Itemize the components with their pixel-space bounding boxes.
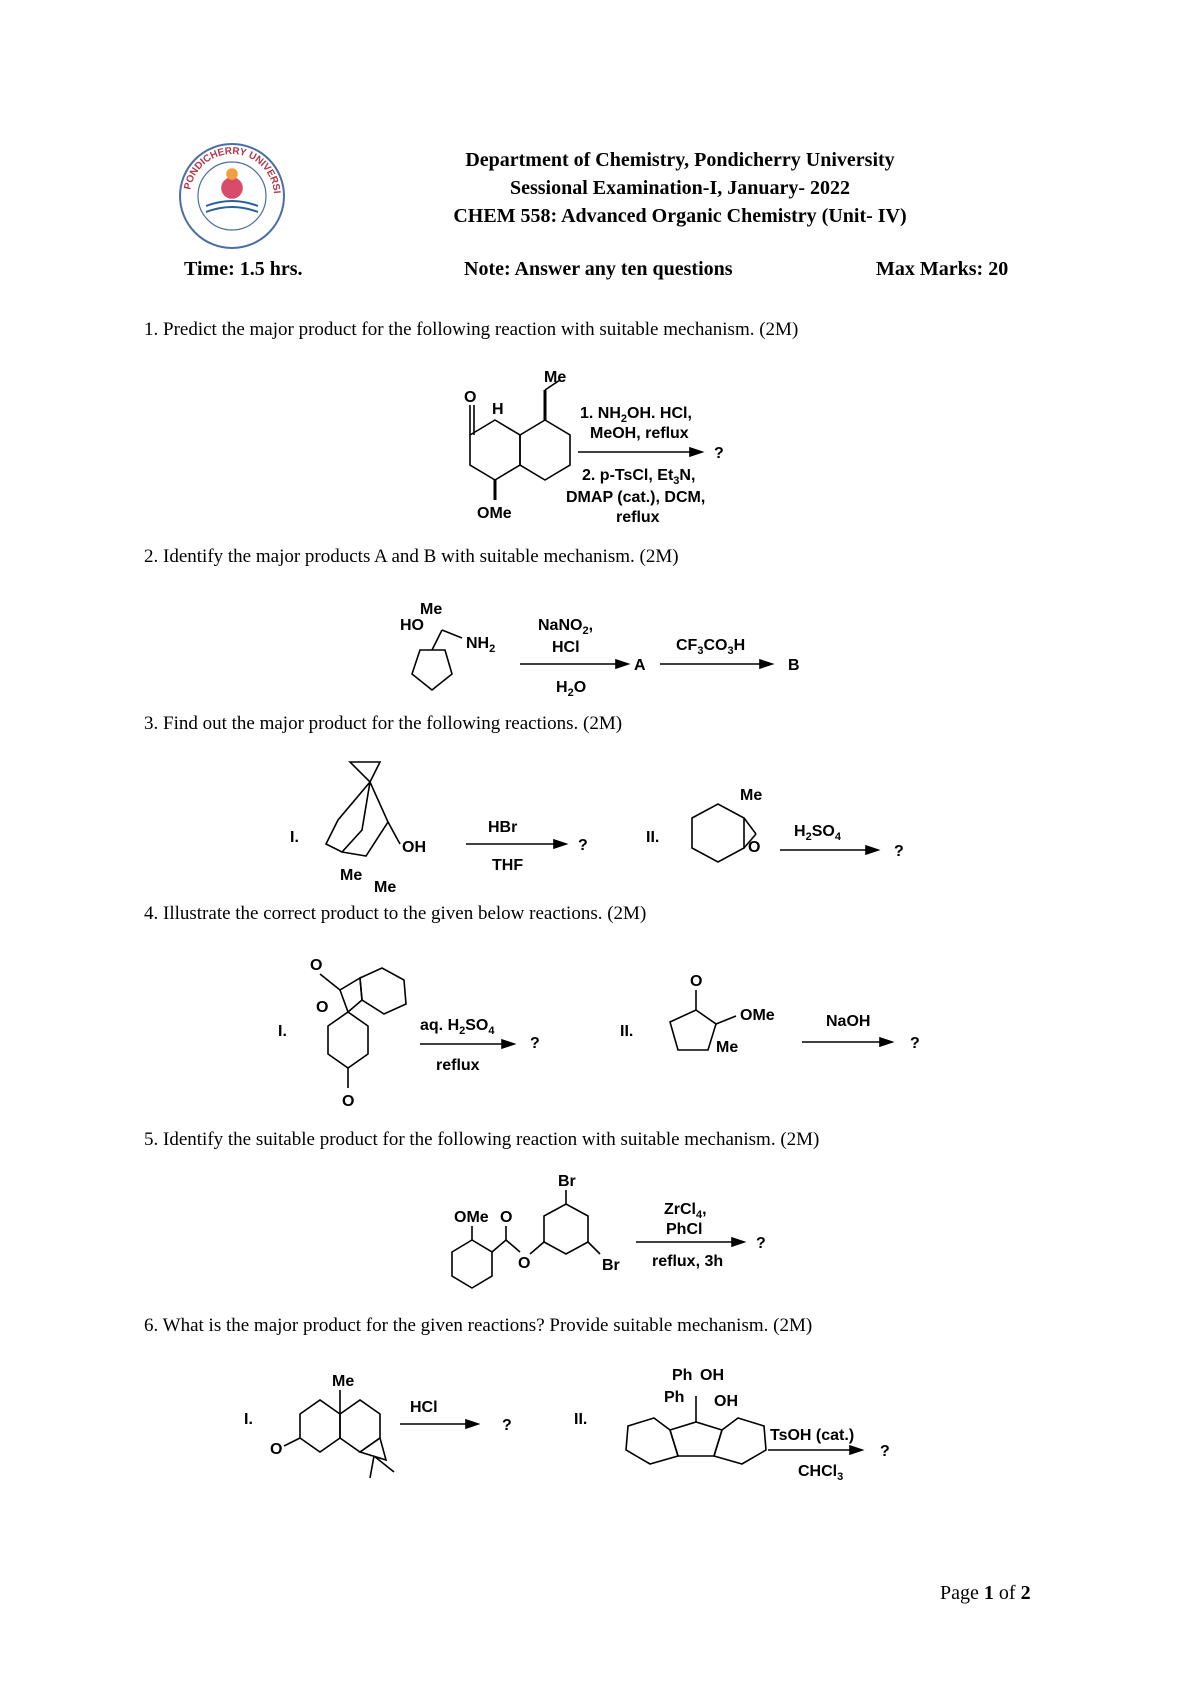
q3-cyclopropane <box>350 762 380 782</box>
q1-label-o: O <box>464 389 477 406</box>
q3-label-oh: OH <box>402 839 426 856</box>
q5-label-ome: OMe <box>454 1209 489 1226</box>
q6-right-benzo <box>714 1418 766 1464</box>
q6-reagent-1: HCl <box>410 1399 438 1416</box>
q4-label-o4: O <box>690 973 703 990</box>
question-5-scheme <box>430 1174 790 1314</box>
q4-dienone <box>328 1012 368 1068</box>
q4-label-ome: OMe <box>740 1007 775 1024</box>
q1-label-me: Me <box>544 369 567 386</box>
q2-reagent-2: HCl <box>552 639 580 656</box>
q3-label-ii: II. <box>646 829 660 846</box>
q3-reagent-3: $H_2SO_4$ <box>794 823 841 843</box>
q6-label-oh2: OH <box>714 1393 738 1410</box>
q4-label-o1: O <box>310 957 323 974</box>
q6-label-i: I. <box>244 1411 253 1428</box>
q4-reagent-1: aq. $H_2SO_4$ <box>420 1017 495 1037</box>
question-6-scheme <box>240 1360 960 1520</box>
question-3-scheme <box>290 752 930 912</box>
q1-reagent-5: reflux <box>616 509 660 526</box>
q5-label-br1: Br <box>558 1173 576 1190</box>
q2-label-a: A <box>634 657 646 674</box>
exam-note: Note: Answer any ten questions <box>464 258 733 280</box>
q5-dibromo-ring <box>544 1204 588 1254</box>
exam-marks: Max Marks: 20 <box>876 258 1009 280</box>
question-3-text: 3. Find out the major product for the following reactions. (2M) <box>144 713 623 734</box>
q1-ring-left <box>470 420 520 480</box>
q2-reagent-1: NaNO$_2$, <box>538 617 594 637</box>
q5-product: ? <box>756 1235 766 1252</box>
q4-cyclopentanone <box>670 1010 716 1050</box>
header-department: Department of Chemistry, Pondicherry University <box>465 149 895 171</box>
q4-label-ii: II. <box>620 1023 634 1040</box>
q5-reagent-2: PhCl <box>666 1221 703 1238</box>
q6-label-ph1: Ph <box>672 1367 693 1384</box>
question-2-text: 2. Identify the major products A and B with suitable mechanism. (2M) <box>144 546 679 567</box>
q5-label-o2: O <box>518 1255 531 1272</box>
question-1-text: 1. Predict the major product for the following reaction with suitable mechanism. (2M) <box>144 319 799 340</box>
question-1-scheme <box>440 370 780 540</box>
question-6-text: 6. What is the major product for the given reactions? Provide suitable mechanism. (2M) <box>144 1315 813 1336</box>
q3-product-2: ? <box>894 843 904 860</box>
q4-product-2: ? <box>910 1035 920 1052</box>
q1-label-ome: OMe <box>477 505 512 522</box>
q3-label-me1: Me <box>340 867 363 884</box>
q4-label-me: Me <box>716 1039 739 1056</box>
q3-label-me3: Me <box>740 787 763 804</box>
q6-reagent-2: TsOH (cat.) <box>770 1427 855 1444</box>
q3-label-o: O <box>748 839 761 856</box>
q3-epoxide-ring <box>692 804 744 862</box>
header-exam: Sessional Examination-I, January- 2022 <box>509 177 851 199</box>
q1-product: ? <box>714 445 724 462</box>
q6-fluorene-core <box>670 1422 722 1456</box>
q4-label-i: I. <box>278 1023 287 1040</box>
q6-label-oh1: OH <box>700 1367 724 1384</box>
q2-reagent-4: $CF_3CO_3H$ <box>676 637 746 657</box>
university-logo <box>172 132 288 252</box>
q5-anisole-ring <box>452 1240 492 1288</box>
q1-reagent-4: DMAP (cat.), DCM, <box>566 489 706 506</box>
q4-label-o3: O <box>342 1093 355 1110</box>
q3-product-1: ? <box>578 837 588 854</box>
q6-label-ii: II. <box>574 1411 588 1428</box>
q6-product-1: ? <box>502 1417 512 1434</box>
q6-cyclopropane <box>360 1438 386 1460</box>
exam-time: Time: 1.5 hrs. <box>184 258 303 280</box>
q2-label-ho: HO <box>400 617 424 634</box>
q4-benzene <box>360 968 406 1014</box>
q1-label-h: H <box>492 401 504 418</box>
q5-label-br2: Br <box>602 1257 620 1274</box>
header-course: CHEM 558: Advanced Organic Chemistry (Unit- IV) <box>453 205 907 227</box>
q3-label-i: I. <box>290 829 299 846</box>
q6-second-ring <box>340 1400 380 1452</box>
q4-reagent-3: NaOH <box>826 1013 871 1030</box>
q5-reagent-1: ZrCl$_4$, <box>664 1201 707 1221</box>
q6-left-benzo <box>626 1418 678 1464</box>
q4-reagent-2: reflux <box>436 1057 480 1074</box>
q4-label-o2: O <box>316 999 329 1016</box>
q2-cyclopentane <box>412 650 452 690</box>
question-4-text: 4. Illustrate the correct product to the given below reactions. (2M) <box>144 903 647 924</box>
q6-product-2: ? <box>880 1443 890 1460</box>
q6-label-me: Me <box>332 1373 355 1390</box>
q6-label-ph2: Ph <box>664 1389 685 1406</box>
question-2-scheme <box>390 600 830 710</box>
q1-ring-right <box>520 420 570 480</box>
q3-reagent-1: HBr <box>488 819 518 836</box>
q3-label-me2: Me <box>374 879 397 896</box>
q3-bicycle <box>326 782 370 852</box>
q3-reagent-2: THF <box>492 857 524 874</box>
q2-label-me: Me <box>420 601 443 618</box>
q5-label-o1: O <box>500 1209 513 1226</box>
page-number: Page 1 of 2 <box>940 1582 1031 1604</box>
q2-reagent-3: $H_2O$ <box>556 679 587 699</box>
q1-reagent-2: MeOH, reflux <box>590 425 689 442</box>
question-5-text: 5. Identify the suitable product for the following reaction with suitable mechanism. (2M) <box>144 1129 820 1150</box>
q1-reagent-3: 2. p-TsCl, $Et_3N$, <box>582 467 696 487</box>
logo-text: PONDICHERRY UNIVERSITY <box>172 132 282 195</box>
q2-label-b: B <box>788 657 800 674</box>
q1-reagent-1: 1. $NH_2OH$. HCl, <box>580 405 692 425</box>
q4-product-1: ? <box>530 1035 540 1052</box>
q6-reagent-3: CHCl$_3$ <box>798 1463 844 1483</box>
q4-lactone-ring <box>340 978 362 1012</box>
q2-label-nh2: $NH_2$ <box>466 635 496 655</box>
q5-reagent-3: reflux, 3h <box>652 1253 724 1270</box>
q6-enone-ring <box>300 1400 340 1452</box>
q6-label-o: O <box>270 1441 283 1458</box>
question-4-scheme <box>270 950 930 1130</box>
